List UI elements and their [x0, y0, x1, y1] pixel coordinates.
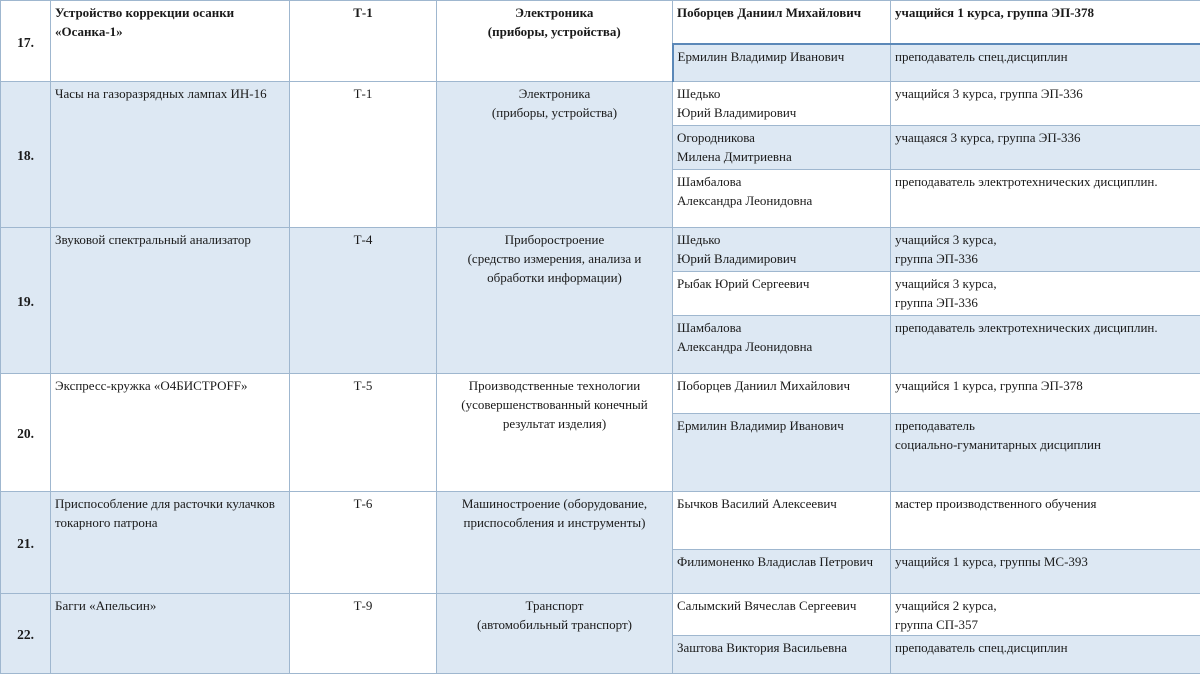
participant-role: учащийся 3 курса, группа ЭП-336: [891, 272, 1200, 316]
project-name: Багги «Апельсин»: [51, 594, 290, 674]
participant-name: Рыбак Юрий Сергеевич: [673, 272, 891, 316]
project-area: Машиностроение (оборудование, приспособления и инструменты): [437, 492, 673, 594]
participant-name: Огородникова Милена Дмитриевна: [673, 126, 891, 170]
table-row: [1, 374, 1200, 414]
participant-name: Ермилин Владимир Иванович: [673, 414, 891, 492]
row-number: 21.: [1, 492, 51, 594]
participant-name: Шедько Юрий Владимирович: [673, 82, 891, 126]
table-row: [1, 228, 1200, 272]
participant-role: учащийся 1 курса, группа ЭП-378: [891, 374, 1200, 414]
participant-name: Салымский Вячеслав Сергеевич: [673, 594, 891, 636]
row-number: 20.: [1, 374, 51, 492]
participant-role: учащийся 1 курса, группы МС-393: [891, 550, 1200, 594]
table-row: [1, 594, 1200, 636]
participant-name: Шамбалова Александра Леонидовна: [673, 316, 891, 374]
project-area: Транспорт (автомобильный транспорт): [437, 594, 673, 674]
participant-name: Поборцев Даниил Михайлович: [673, 374, 891, 414]
participant-role: преподаватель спец.дисциплин: [891, 44, 1200, 82]
participant-name: Филимоненко Владислав Петрович: [673, 550, 891, 594]
project-name: Звуковой спектральный анализатор: [51, 228, 290, 374]
participant-name: Шедько Юрий Владимирович: [673, 228, 891, 272]
project-area: Электроника (приборы, устройства): [437, 82, 673, 228]
project-name: Часы на газоразрядных лампах ИН-16: [51, 82, 290, 228]
project-name: Приспособление для расточки кулачков токарного патрона: [51, 492, 290, 594]
project-area: Производственные технологии (усовершенствованный конечный результат изделия): [437, 374, 673, 492]
participant-name: Бычков Василий Алексеевич: [673, 492, 891, 550]
project-code: Т-6: [290, 492, 437, 594]
participant-role: учащийся 3 курса, группа ЭП-336: [891, 228, 1200, 272]
participant-role: преподаватель электротехнических дисциплин.: [891, 316, 1200, 374]
project-code: Т-1: [290, 1, 437, 82]
participant-role: преподаватель электротехнических дисциплин.: [891, 170, 1200, 228]
project-name: Устройство коррекции осанки «Осанка-1»: [51, 1, 290, 82]
row-number: 18.: [1, 82, 51, 228]
participant-name: Шамбалова Александра Леонидовна: [673, 170, 891, 228]
row-number: 22.: [1, 594, 51, 674]
table-row: [1, 492, 1200, 550]
table-row: [1, 82, 1200, 126]
participant-role: преподаватель спец.дисциплин: [891, 636, 1200, 674]
row-number: 17.: [1, 1, 51, 82]
participant-name: Заштова Виктория Васильевна: [673, 636, 891, 674]
project-code: Т-9: [290, 594, 437, 674]
participant-role: преподаватель социально-гуманитарных дисциплин: [891, 414, 1200, 492]
participant-role: мастер производственного обучения: [891, 492, 1200, 550]
project-code: Т-5: [290, 374, 437, 492]
participant-role: учащийся 1 курса, группа ЭП-378: [891, 1, 1200, 44]
table-row: [1, 1, 1200, 44]
participant-name: Ермилин Владимир Иванович: [673, 44, 891, 82]
participant-role: учащаяся 3 курса, группа ЭП-336: [891, 126, 1200, 170]
participant-role: учащийся 3 курса, группа ЭП-336: [891, 82, 1200, 126]
project-area: Приборостроение (средство измерения, анализа и обработки информации): [437, 228, 673, 374]
project-code: Т-4: [290, 228, 437, 374]
project-code: Т-1: [290, 82, 437, 228]
project-name: Экспресс-кружка «О4БИСТРОFF»: [51, 374, 290, 492]
participant-role: учащийся 2 курса, группа СП-357: [891, 594, 1200, 636]
project-area: Электроника (приборы, устройства): [437, 1, 673, 82]
participant-name: Поборцев Даниил Михайлович: [673, 1, 891, 44]
row-number: 19.: [1, 228, 51, 374]
